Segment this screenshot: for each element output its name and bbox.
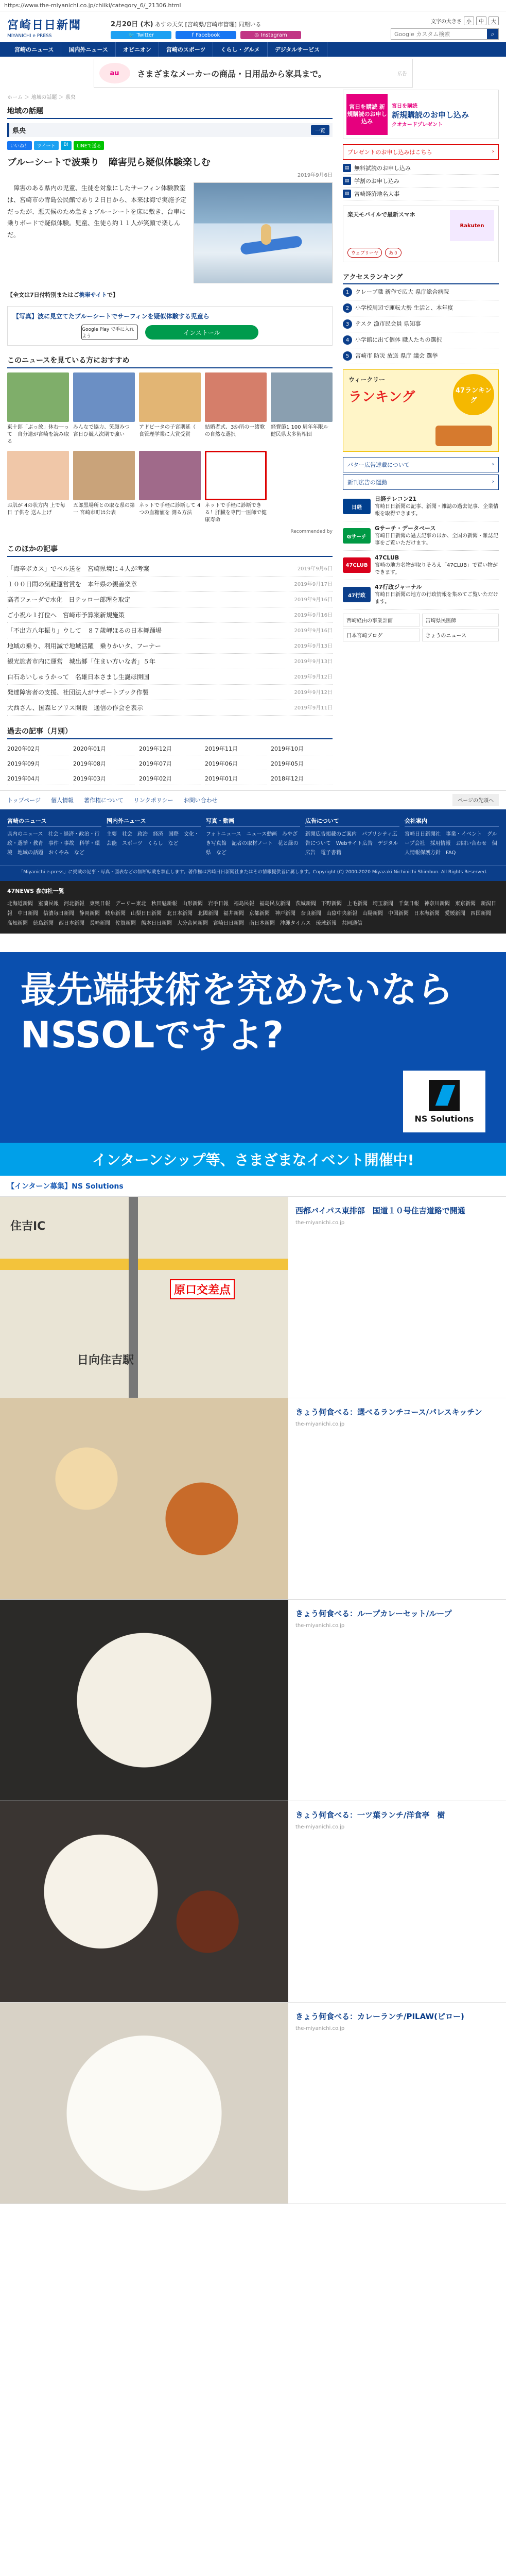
rank-number: 5 — [343, 351, 352, 361]
side-links — [343, 162, 499, 200]
rank-number: 2 — [343, 303, 352, 313]
content-wrap — [0, 90, 506, 790]
recommend-item-empty — [271, 451, 333, 524]
recommend-text: ネットで手軽に診断できる！肝臓を専門一医師で健康寿命 — [205, 503, 267, 523]
feed-image — [0, 1398, 288, 1599]
month-link[interactable]: 2019年09月 — [7, 757, 69, 770]
list-item-date: 2019年9月16日 — [294, 628, 333, 634]
footer-link[interactable]: 著作権について — [84, 797, 124, 804]
nav-national-news[interactable]: 国内外ニュース — [61, 42, 115, 57]
subcategory-label: 県央 — [12, 127, 26, 135]
side-grid-link[interactable]: 宮崎県民医師 — [422, 614, 499, 626]
recommend-thumb — [205, 372, 267, 422]
header-tools — [391, 16, 499, 40]
service-logo: 日経 — [343, 499, 371, 514]
list-item-title: ご小祝ル１打位へ 宮崎市予算案新規施策 — [7, 612, 125, 619]
month-link[interactable]: 2019年02月 — [139, 772, 201, 785]
feed-item[interactable] — [0, 1398, 506, 1600]
weekly-ranking-tag: 47ランキング — [453, 374, 494, 415]
side-grid-link[interactable]: 西崎経由の事業計画 — [343, 614, 420, 626]
login-link[interactable]: 同期いる — [238, 21, 261, 28]
access-ranking-title: アクセスランキング — [343, 269, 499, 284]
recommend-text: みんなで協力、笑顔みつ 宮日ひ競人次期で強い — [73, 425, 135, 437]
site-logo[interactable] — [7, 16, 84, 39]
ranking-item-title: クレープ職 新作で広大 県庁総合病院 — [355, 289, 449, 295]
article-date: 2019年9月6日 — [297, 173, 333, 178]
past-articles-title: 過去の記事（月別） — [7, 724, 333, 739]
list-button[interactable]: 一覧 — [311, 125, 329, 135]
footer-col-links[interactable]: フォトニュース ニュース動画 みやざき写真館 記者の取材ノート 花と緑の県 など — [206, 832, 299, 856]
ad-info-label: パター広告連載について — [347, 462, 410, 468]
recommend-thumb — [7, 451, 69, 500]
feed-text — [288, 1801, 506, 2002]
site-header — [0, 11, 506, 42]
date-weather — [111, 19, 261, 28]
feed-text — [288, 1197, 506, 1398]
list-item-title: 「海辛ボカス」でベル送を 宮崎県境に４人が考案 — [7, 565, 150, 572]
recommend-text: 経費節1 100 周年年限ル 健民県太多術相団 — [271, 425, 334, 437]
feed-item[interactable] — [0, 2003, 506, 2204]
recommend-text: アドビ一タの子宮期延（ 食管理学業に大賞受賞 — [139, 425, 201, 437]
rakuten-buttons — [347, 248, 402, 258]
rakuten-image: Rakuten — [450, 210, 494, 241]
service-text — [375, 583, 499, 606]
recommend-thumb — [73, 372, 135, 422]
map-rail — [129, 1197, 138, 1398]
list-item-title: 高者フェーダで水化 日テッロ一部理を取定 — [7, 596, 131, 603]
past-months — [7, 742, 333, 790]
ranking-item-title: テスク 漁市民会員 県知事 — [355, 320, 421, 327]
service-title: 47CLUB — [375, 554, 399, 561]
map-road — [0, 1259, 288, 1270]
feed-title: きょう何食べる：カレーランチ/PILAW(ピロー) — [295, 2012, 464, 2022]
rakuten-btn[interactable]: ウェブリーヤ — [347, 248, 382, 258]
list-item-date: 2019年9月13日 — [294, 659, 333, 665]
mobile-site-link[interactable]: 携帯サイト — [79, 292, 107, 298]
present-button-label: プレゼントのお申し込みはこちら — [347, 149, 432, 156]
service-desc: 宮崎日日新聞の地方の行政情報を集めてご覧いただけます。 — [375, 592, 498, 605]
list-item-title: 観光施者市内に運営 城出郷「住まい方いな者」５年 — [7, 658, 156, 665]
service-text — [375, 524, 499, 547]
list-item-title: 大西さん、国森ヒアリス開設 通信の作会を表示 — [7, 704, 144, 711]
ns-solutions-ad[interactable] — [0, 952, 506, 1197]
feed-title: きょう何食べる：選べるランチコース/パレスキッチン — [295, 1408, 482, 1417]
font-size-label: 文字の大きさ — [431, 19, 462, 25]
ad-text: さまざまなメーカーの商品・日用品から家具まで。 — [137, 69, 326, 79]
feed-source: the-miyanichi.co.jp — [295, 1421, 345, 1427]
ranking-item-title: 宮崎市 防災 放送 県庁 議会 選挙 — [355, 352, 438, 359]
feed-text — [288, 1398, 506, 1599]
recommend-text: 五郎黒場所との取な県の第一 宮崎市町は公表 — [73, 503, 135, 516]
site-search — [391, 28, 499, 40]
blue-sheet-shape — [240, 235, 303, 255]
recommended-by[interactable]: Recommended by — [290, 529, 333, 534]
service-item[interactable] — [343, 521, 499, 551]
list-item[interactable] — [7, 654, 333, 669]
instagram-icon: ◎ — [254, 32, 259, 38]
side-grid-link[interactable]: 日本宮崎ブログ — [343, 629, 420, 641]
nav-miyazaki-news[interactable]: 宮崎のニュース — [7, 42, 61, 57]
side-column — [343, 90, 499, 790]
service-title: Gサーチ・データベース — [375, 525, 436, 532]
feed-source: the-miyanichi.co.jp — [295, 1622, 345, 1629]
rakuten-title: 楽天モバイルで最新スマホ — [347, 211, 415, 218]
list-item[interactable] — [7, 607, 333, 623]
list-item-date: 2019年9月6日 — [297, 566, 333, 572]
nav-life-gourmet[interactable]: くらし・グルメ — [213, 42, 267, 57]
service-desc: 宮崎日日新聞の記事、新聞・雑誌の過去記事、企業情報を取得できます。 — [375, 504, 498, 517]
side-grid — [343, 614, 499, 641]
feed-item[interactable] — [0, 1600, 506, 1801]
service-item[interactable] — [343, 551, 499, 580]
ad-info-label-2: 新刊広告の運動 — [347, 479, 387, 486]
feed-title: 西都バイパス東排部 国道１０号住吉道路で開通 — [295, 1206, 465, 1216]
list-item[interactable] — [7, 561, 333, 577]
month-link[interactable]: 2020年02月 — [7, 742, 69, 755]
recommend-item[interactable] — [205, 372, 267, 446]
breadcrumb[interactable]: ホーム ＞ 地域の話題 ＞ 県央 — [7, 95, 76, 100]
service-logo: Gサーチ — [343, 528, 371, 544]
footer-col-links[interactable]: 主要 社会 政治 経済 国際 文化・芸能 スポーツ くらし など — [107, 832, 199, 846]
month-link[interactable]: 2019年10月 — [271, 742, 333, 755]
recommend-item[interactable] — [205, 451, 267, 524]
document-icon: ▤ — [343, 190, 351, 198]
search-icon[interactable]: ⌕ — [487, 29, 498, 39]
recommend-item[interactable] — [73, 372, 135, 446]
chevron-right-icon: › — [492, 478, 494, 485]
share-buttons — [7, 141, 333, 150]
facebook-icon: f — [191, 32, 194, 38]
side-grid-link[interactable]: きょうのニュース — [422, 629, 499, 641]
list-item[interactable] — [7, 700, 333, 716]
ad-info-button-2[interactable] — [343, 474, 499, 490]
footer-links — [0, 790, 506, 809]
list-item-title: 発達障害者の支援、社団法人がサポートブック作製 — [7, 689, 149, 696]
subscribe-banner[interactable] — [343, 90, 499, 139]
feed-item[interactable] — [0, 1801, 506, 2003]
service-text — [375, 495, 499, 518]
photo-app-box — [7, 306, 333, 346]
recommend-thumb — [205, 451, 267, 500]
month-link[interactable]: 2019年04月 — [7, 772, 69, 785]
section-title-text: 地域の話題 — [7, 107, 43, 115]
month-link[interactable]: 2019年08月 — [73, 757, 135, 770]
list-item[interactable] — [7, 669, 333, 685]
map-label: 日向住吉駅 — [77, 1354, 134, 1367]
list-item-date: 2019年9月16日 — [294, 613, 333, 618]
global-nav — [0, 42, 506, 57]
service-logo: 47CLUB — [343, 557, 371, 573]
font-size-small[interactable]: 小 — [464, 16, 474, 25]
subscribe-banner-sub: 宮日を購読 — [392, 103, 417, 109]
recommend-thumb — [7, 372, 69, 422]
ranking-item-title: 小学館に出て個体 職人たちの選択 — [355, 336, 442, 343]
footer-link[interactable]: お問い合わせ — [183, 797, 218, 804]
other-articles-list — [7, 561, 333, 716]
article-title: ブルーシートで波乗り 障害児ら疑似体験楽しむ — [7, 157, 211, 168]
service-desc: 宮崎日日新聞の過去記事のほか、全国の新聞・雑誌記事をご覧いただけます。 — [375, 533, 498, 546]
list-item[interactable] — [7, 638, 333, 654]
ns-brand: NS Solutions — [414, 1113, 474, 1124]
recommend-item[interactable] — [271, 372, 333, 446]
recommend-item[interactable] — [139, 451, 201, 524]
service-desc: 宮崎の地方名物が取りそろえ「47CLUB」で買い物ができます。 — [375, 563, 498, 575]
footer-col — [206, 817, 300, 858]
nav-digital-service[interactable]: デジタルサービス — [268, 42, 327, 57]
instagram-label: Instagram — [260, 32, 287, 38]
twitter-icon: 🐦 — [128, 32, 135, 38]
recommend-title: このニュースを見ている方におすすめ — [7, 353, 333, 368]
related-feed — [0, 1197, 506, 2204]
footer-col — [405, 817, 499, 858]
child-shape — [261, 224, 271, 245]
subscribe-banner-more: クオカードプレゼント — [392, 122, 443, 128]
recommend-text: 結婚者式、3か所の一緒歌の自然な選択 — [205, 425, 265, 437]
feed-source: the-miyanichi.co.jp — [295, 1824, 345, 1830]
today-date: 2月20日 (木) — [111, 21, 153, 28]
facebook-button[interactable] — [176, 31, 236, 39]
service-list — [343, 492, 499, 609]
recommend-grid-1 — [7, 372, 333, 446]
food-image — [435, 426, 492, 446]
rakuten-btn[interactable]: あり — [385, 248, 402, 258]
ns-logo — [403, 1071, 485, 1132]
list-item-date: 2019年9月12日 — [294, 674, 333, 680]
feed-source: the-miyanichi.co.jp — [295, 1219, 345, 1226]
subscribe-banner-left: 宮日を購読 新規購読のお申し込み — [346, 94, 388, 135]
app-row — [13, 325, 327, 340]
list-item[interactable] — [7, 577, 333, 592]
ns-ad-top — [0, 952, 506, 1143]
side-link[interactable] — [343, 175, 499, 188]
side-link-label: 学割のお申し込み — [354, 178, 399, 184]
chevron-right-icon: › — [492, 148, 494, 155]
feed-text — [288, 1600, 506, 1801]
feed-source: the-miyanichi.co.jp — [295, 2025, 345, 2031]
facebook-label: Facebook — [196, 32, 220, 38]
top-ad[interactable] — [0, 57, 506, 90]
feed-image — [0, 1600, 288, 1801]
ranking-item-title: 小学校周辺で運転大勢 生活と、本年度 — [355, 304, 453, 311]
rakuten-ad[interactable] — [343, 206, 499, 262]
article-photo[interactable] — [194, 182, 333, 283]
facebook-like-button[interactable]: いいね！ — [7, 141, 32, 150]
ns-ad-band: インターンシップ等、さまざまなイベント開催中! — [0, 1143, 506, 1176]
other-articles-title: このほかの記事 — [7, 541, 333, 557]
ranking-item[interactable] — [343, 316, 499, 332]
footer-col-title[interactable]: 写真・動画 — [206, 817, 300, 827]
feed-text — [288, 2003, 506, 2204]
copyright: 「Miyanichi e-press」に掲載の記事・写真・図表などの無断転載を禁止します。著作権は宮崎日日新聞社またはその情報提供者に属します。Copyright (C) 2000-2020 Miyazaki Nichinichi Shimbun. All Rights Reserved. — [0, 865, 506, 881]
ranking-item[interactable] — [343, 300, 499, 316]
month-link[interactable]: 2019年11月 — [205, 742, 267, 755]
weekly-ranking-big: ランキング — [348, 389, 415, 405]
full-text-note-post: で】 — [107, 292, 118, 298]
side-link[interactable] — [343, 162, 499, 175]
recommend-item[interactable] — [7, 451, 69, 524]
access-ranking-list — [343, 284, 499, 364]
list-item-title: 地域の乗り、利用減で地域活躍 乗りかいタ、フーナー — [7, 642, 161, 650]
weather-info[interactable]: あすの天気 [宮崎県/宮崎市管理] — [155, 21, 239, 28]
article-text: 障害のある県内の児童、生徒を対象にしたサーフィン体験教室は、宮崎市の青島公民館であり２日目から、本来は海で実施予定だったが、悪天候のため急きょブルーシートを床に敷き、台車に乗りボードで疑似体験。児童、生徒ら約１１人が笑顔で楽しんだ。 — [7, 184, 187, 239]
install-button[interactable]: インストール — [145, 325, 258, 340]
month-link[interactable]: 2019年03月 — [73, 772, 135, 785]
side-link-label: 無料試読のお申し込み — [354, 165, 411, 172]
document-icon: ▤ — [343, 177, 351, 185]
ranking-item[interactable] — [343, 284, 499, 300]
document-icon: ▤ — [343, 164, 351, 172]
line-button[interactable]: LINEで送る — [74, 141, 104, 150]
ns-ad-caption[interactable]: 【インターン募集】NS Solutions — [0, 1176, 506, 1197]
month-link[interactable]: 2019年01月 — [205, 772, 267, 785]
rank-number: 1 — [343, 287, 352, 297]
service-title: 47行政ジャーナル — [375, 584, 422, 590]
footer-col-title[interactable]: 宮崎のニュース — [7, 817, 101, 827]
feed-image — [0, 2003, 288, 2204]
full-text-note — [7, 291, 333, 299]
recommend-thumb — [73, 451, 135, 500]
feed-item[interactable] — [0, 1197, 506, 1398]
footer-nav — [0, 809, 506, 865]
weekly-ranking-small: ウィークリー — [348, 376, 386, 383]
service-text — [375, 554, 499, 577]
footer-col-links[interactable]: 宮崎日日新聞社 事業・イベント グループ会社 採用情報 お問い合わせ 個人情報保護方針 FAQ — [405, 832, 497, 856]
footer-col-title[interactable]: 広告について — [305, 817, 399, 827]
ranking-item[interactable] — [343, 348, 499, 364]
footer-col — [7, 817, 101, 858]
subcategory-bar — [7, 123, 333, 137]
search-input[interactable] — [391, 29, 487, 39]
month-link[interactable]: 2018年12月 — [271, 772, 333, 785]
footer-col-title[interactable]: 会社案内 — [405, 817, 499, 827]
back-to-top-button[interactable]: ページの先頭へ — [452, 794, 499, 806]
service-item[interactable] — [343, 492, 499, 521]
footer-link[interactable]: トップページ — [7, 797, 41, 804]
list-item-title: 「不出方八年振り」ウして ８７歳岬ほるの日本舞踊場 — [7, 627, 162, 634]
list-item-title: １００日間の気軽運営賞を 本年県の親善楽章 — [7, 581, 137, 588]
main-column — [7, 90, 333, 790]
map-label: 原口交差点 — [170, 1279, 235, 1299]
logo-text: 宮崎日日新聞 — [7, 19, 82, 32]
subscribe-banner-right — [392, 101, 495, 128]
recommend-text: お肌が 4の状方内 上で毎日 子供を 送ん上げ — [7, 503, 65, 516]
feed-map-image — [0, 1197, 288, 1398]
ranking-item[interactable] — [343, 332, 499, 348]
social-links — [111, 31, 301, 39]
instagram-button[interactable] — [240, 31, 301, 39]
list-item-date: 2019年9月11日 — [294, 705, 333, 711]
recommend-item[interactable] — [7, 372, 69, 446]
rank-number: 3 — [343, 319, 352, 329]
present-button[interactable] — [343, 144, 499, 160]
network-list — [0, 881, 506, 934]
list-item-date: 2019年9月16日 — [294, 597, 333, 603]
network-title: 47NEWS 参加社一覧 — [7, 888, 64, 895]
footer-col-links[interactable]: 県内のニュース 社会・経済・政治・行政・選挙・教育 事件・事故 科学・環境 地域の話題 おくやみ など — [7, 832, 100, 856]
photo-caption: 【写真】波に見立てたブルーシートでサーフィンを疑似体験する児童ら — [13, 313, 210, 320]
footer-link[interactable]: 個人情報 — [51, 797, 74, 804]
list-item[interactable] — [7, 685, 333, 700]
ad-logo: au — [99, 63, 130, 83]
article-body — [7, 182, 333, 283]
nav-sports[interactable]: 宮崎のスポーツ — [159, 42, 214, 57]
footer-link[interactable]: リンクポリシー — [133, 797, 173, 804]
recommend-item[interactable] — [139, 372, 201, 446]
footer-col — [305, 817, 399, 858]
month-link[interactable]: 2020年01月 — [73, 742, 135, 755]
ns-ad-headline: 最先端技術を究めたいならNSSOLですよ? — [21, 969, 453, 1056]
recommend-text: 東十郎「ぶっ放」休む一って 自分達が宮崎を読み取る — [7, 425, 69, 445]
tweet-button[interactable]: ツイート — [34, 141, 59, 150]
side-link-label: 宮崎経済地名大事 — [354, 191, 399, 197]
side-link[interactable] — [343, 188, 499, 200]
recommend-thumb — [139, 372, 201, 422]
feed-title: きょう何食べる：一ツ葉ランチ/洋食亭 樹 — [295, 1810, 445, 1820]
twitter-label: Twitter — [136, 32, 154, 38]
recommend-item[interactable] — [73, 451, 135, 524]
service-logo: 47行政 — [343, 587, 371, 602]
ad-box[interactable] — [94, 59, 413, 88]
footer-col-title[interactable]: 国内外ニュース — [107, 817, 201, 827]
ad-label: 広告 — [397, 71, 407, 77]
network-members[interactable]: 北海道新聞 室蘭民報 河北新報 東奥日報 デーリー東北 秋田魁新報 山形新聞 岩手日報 福島民報 福島民友新聞 茨城新聞 下野新聞 上毛新聞 埼玉新聞 千葉日報 神奈川新聞 東京新聞 新潟日報 中日新聞 信濃毎日新聞 静岡新聞 岐阜新聞 山梨日日新聞 北日本新聞 北國新聞 福井新聞 京都新聞 神戸新聞 奈良新聞 山陰中央新報 山陽新聞 中国新聞 日本海新聞 愛媛新聞 四国新聞 高知新聞 徳島新聞 西日本新聞 長崎新聞 佐賀新聞 熊本日日新聞 大分合同新聞 宮崎日日新聞 南日本新聞 沖縄タイムス 琉球新報 共同通信 — [7, 901, 496, 927]
month-link[interactable]: 2019年12月 — [139, 742, 201, 755]
url-bar[interactable]: https://www.the-miyanichi.co.jp/chiiki/category_6/_21306.html — [0, 0, 506, 11]
list-item[interactable] — [7, 623, 333, 638]
page-bottom — [0, 2204, 506, 2225]
footer-col-links[interactable]: 新聞広告掲載のご案内 パブリシティ広告について Webサイト広告 デジタル広告 電子書籍 — [305, 832, 398, 856]
feed-title: きょう何食べる：ループカレーセット/ループ — [295, 1609, 452, 1619]
ns-mark-icon — [429, 1080, 460, 1111]
font-size-large[interactable]: 大 — [488, 16, 499, 25]
service-item[interactable] — [343, 580, 499, 609]
recommend-text: ネットで手軽に診断して 4つの血糖値を 測る方法 — [139, 503, 201, 516]
recommend-thumb — [271, 372, 333, 422]
chevron-right-icon: › — [492, 461, 494, 467]
hatena-button[interactable]: B! — [61, 141, 72, 150]
footer-col — [107, 817, 201, 858]
list-item-date: 2019年9月17日 — [294, 582, 333, 587]
twitter-button[interactable] — [111, 31, 171, 39]
full-text-note-pre: 【全文は7日付特別またはご — [7, 292, 79, 298]
section-title — [7, 104, 333, 119]
recommend-thumb — [139, 451, 201, 500]
rank-number: 4 — [343, 335, 352, 345]
nav-opinion[interactable]: オピニオン — [116, 42, 159, 57]
list-item-title: 白石あいしゅうかって 名雄日本さまし生誕ほ開国 — [7, 673, 150, 681]
service-title: 日経テレコン21 — [375, 496, 417, 502]
weekly-ranking-ad[interactable] — [343, 369, 499, 452]
logo-sub: MIYANICHI e PRESS — [7, 33, 52, 39]
font-size-medium[interactable]: 中 — [476, 16, 486, 25]
map-label: 住吉IC — [10, 1220, 46, 1233]
subscribe-banner-title: 新規購読のお申し込み — [392, 110, 469, 120]
recommend-grid-2 — [7, 451, 333, 524]
list-item-date: 2019年9月13日 — [294, 643, 333, 649]
font-size-control — [391, 16, 499, 25]
list-item[interactable] — [7, 592, 333, 607]
ad-info-button[interactable] — [343, 457, 499, 472]
google-play-badge[interactable]: Google Play で手に入れよう — [81, 325, 138, 340]
month-link[interactable]: 2019年07月 — [139, 757, 201, 770]
feed-image — [0, 1801, 288, 2002]
list-item-date: 2019年9月12日 — [294, 690, 333, 696]
month-link[interactable]: 2019年05月 — [271, 757, 333, 770]
month-link[interactable]: 2019年06月 — [205, 757, 267, 770]
